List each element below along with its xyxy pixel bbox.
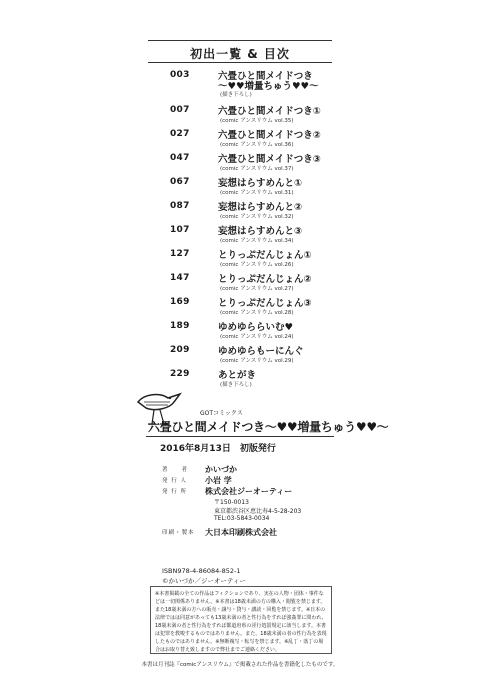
toc-source: (comic アンスリウム vol.28) bbox=[220, 310, 294, 316]
toc-source: (comic アンスリウム vol.24) bbox=[220, 334, 294, 340]
toc-entry bbox=[170, 343, 370, 367]
toc-entry bbox=[170, 175, 370, 199]
address: 東京都渋谷区恵比寿4-5-28-203 bbox=[214, 508, 302, 515]
page-title: 初出一覧 & 目次 bbox=[190, 47, 290, 61]
toc-title: 妄想はらすめんと① bbox=[218, 178, 303, 189]
copyright-line: ©かいづか／ジーオーティー bbox=[162, 577, 246, 585]
tel-line bbox=[162, 515, 372, 524]
book-title: 六畳ひと間メイドつき〜♥♥増量ちゅう♥♥〜 bbox=[148, 420, 389, 434]
toc-entry bbox=[170, 367, 370, 391]
toc-entry bbox=[170, 295, 370, 319]
publisher-person-label: 発 行 人 bbox=[162, 478, 187, 484]
toc-page-number: 087 bbox=[170, 201, 190, 211]
toc-page-number: 067 bbox=[170, 177, 190, 187]
toc-source: (comic アンスリウム vol.36) bbox=[220, 142, 294, 148]
toc-entry bbox=[170, 319, 370, 343]
toc-page-number: 169 bbox=[170, 297, 190, 307]
address-line bbox=[162, 506, 372, 515]
toc-title: あとがき bbox=[218, 370, 257, 381]
imprint-label: GOTコミックス bbox=[200, 410, 243, 417]
isbn-number: ISBN978-4-86084-852-1 bbox=[162, 567, 241, 575]
toc-title: ゆめゆらもーにんぐ bbox=[218, 346, 304, 357]
toc-page-number: 209 bbox=[170, 345, 190, 355]
toc-source: (comic アンスリウム vol.31) bbox=[220, 190, 294, 196]
toc-page-number: 047 bbox=[170, 153, 190, 163]
title-bottom-rule bbox=[148, 62, 332, 63]
toc-title: 六畳ひと間メイドつき② bbox=[218, 130, 321, 141]
toc-source: (comic アンスリウム vol.29) bbox=[220, 358, 294, 364]
toc-source: (comic アンスリウム vol.37) bbox=[220, 166, 294, 172]
legal-notice-box bbox=[150, 586, 332, 654]
toc-entry bbox=[170, 199, 370, 223]
author-name: かいづか bbox=[205, 465, 237, 474]
toc-source: (comic アンスリウム vol.32) bbox=[220, 214, 294, 220]
footer-note: 本書は月刊誌『comicアンスリウム』で掲載された作品を書籍化したものです。 bbox=[141, 662, 339, 668]
toc-source: (comic アンスリウム vol.27) bbox=[220, 286, 294, 292]
tel: TEL:03-5843-0034 bbox=[214, 515, 270, 522]
table-of-contents bbox=[170, 68, 370, 391]
colophon-row-printer bbox=[162, 527, 372, 538]
toc-title: とりっぷだんじょん① bbox=[218, 250, 312, 261]
toc-entry bbox=[170, 103, 370, 127]
colophon bbox=[162, 464, 372, 538]
colophon-row-publisher-person bbox=[162, 475, 372, 486]
publisher-person-name: 小岩 学 bbox=[205, 476, 232, 485]
title-top-rule bbox=[148, 40, 332, 41]
toc-entry bbox=[170, 68, 370, 103]
toc-source: (comic アンスリウム vol.26) bbox=[220, 262, 294, 268]
isbn-block bbox=[162, 566, 246, 586]
toc-page-number: 003 bbox=[170, 70, 190, 80]
toc-page-number: 027 bbox=[170, 129, 190, 139]
toc-entry bbox=[170, 247, 370, 271]
toc-entry bbox=[170, 151, 370, 175]
toc-title: 六畳ひと間メイドつき① bbox=[218, 106, 321, 117]
publisher-name: 株式会社ジーオーティー bbox=[205, 487, 293, 496]
toc-title: 六畳ひと間メイドつき bbox=[218, 71, 313, 82]
toc-page-number: 147 bbox=[170, 273, 190, 283]
toc-page-number: 127 bbox=[170, 249, 190, 259]
toc-title: とりっぷだんじょん③ bbox=[218, 298, 312, 309]
toc-page-number: 107 bbox=[170, 225, 190, 235]
postal-code: 〒150-0013 bbox=[214, 499, 249, 506]
toc-page-number: 229 bbox=[170, 369, 190, 379]
toc-title: ゆめゆららいむ♥ bbox=[218, 322, 294, 333]
author-label: 著 者 bbox=[162, 467, 189, 473]
toc-source: (comic アンスリウム vol.35) bbox=[220, 118, 294, 124]
toc-entry bbox=[170, 223, 370, 247]
toc-entry bbox=[170, 127, 370, 151]
book-title-rule bbox=[146, 436, 334, 437]
colophon-row-author bbox=[162, 464, 372, 475]
printer-name: 大日本印刷株式会社 bbox=[205, 528, 277, 537]
toc-page-number: 189 bbox=[170, 321, 190, 331]
toc-page-number: 007 bbox=[170, 105, 190, 115]
toc-title: 妄想はらすめんと② bbox=[218, 202, 303, 213]
publisher-label: 発 行 所 bbox=[162, 489, 187, 495]
toc-source: (描き下ろし) bbox=[220, 92, 252, 98]
publication-date: 2016年8月13日 初版発行 bbox=[160, 444, 276, 454]
toc-source: (描き下ろし) bbox=[220, 382, 252, 388]
legal-notice-text: ※本書掲載の全ての作品はフィクションであり、実在の人物・団体・事件などは一切関係ありません。※本書は18歳未満の方の購入・閲覧を禁じます。また18歳未満の方への販売・譲与・貸与・講読・回覧を禁じます。※日本の法律ではは同意があっても13歳未満の者と性行為をすれば強姦罪に問われ、18歳未満の者と性行為をすれば都道府県の淫行処罰規定に該当します。本書は犯罪を教唆するものではありません。また、18歳未満の者の性行為を表現したものではありません。※無断複写・転写を禁じます。※乱丁・落丁の場合はお取り替え致しますので弊社までご連絡ください。 bbox=[155, 591, 327, 653]
toc-title-subtitle: 〜♥♥増量ちゅう♥♥〜 bbox=[218, 81, 319, 92]
colophon-row-publisher bbox=[162, 486, 372, 497]
toc-title: 妄想はらすめんと③ bbox=[218, 226, 303, 237]
toc-title: 六畳ひと間メイドつき③ bbox=[218, 154, 321, 165]
toc-source: (comic アンスリウム vol.34) bbox=[220, 238, 294, 244]
postal-code-line bbox=[162, 497, 372, 506]
printer-label: 印刷・製本 bbox=[162, 530, 195, 536]
toc-entry bbox=[170, 271, 370, 295]
toc-title: とりっぷだんじょん② bbox=[218, 274, 312, 285]
